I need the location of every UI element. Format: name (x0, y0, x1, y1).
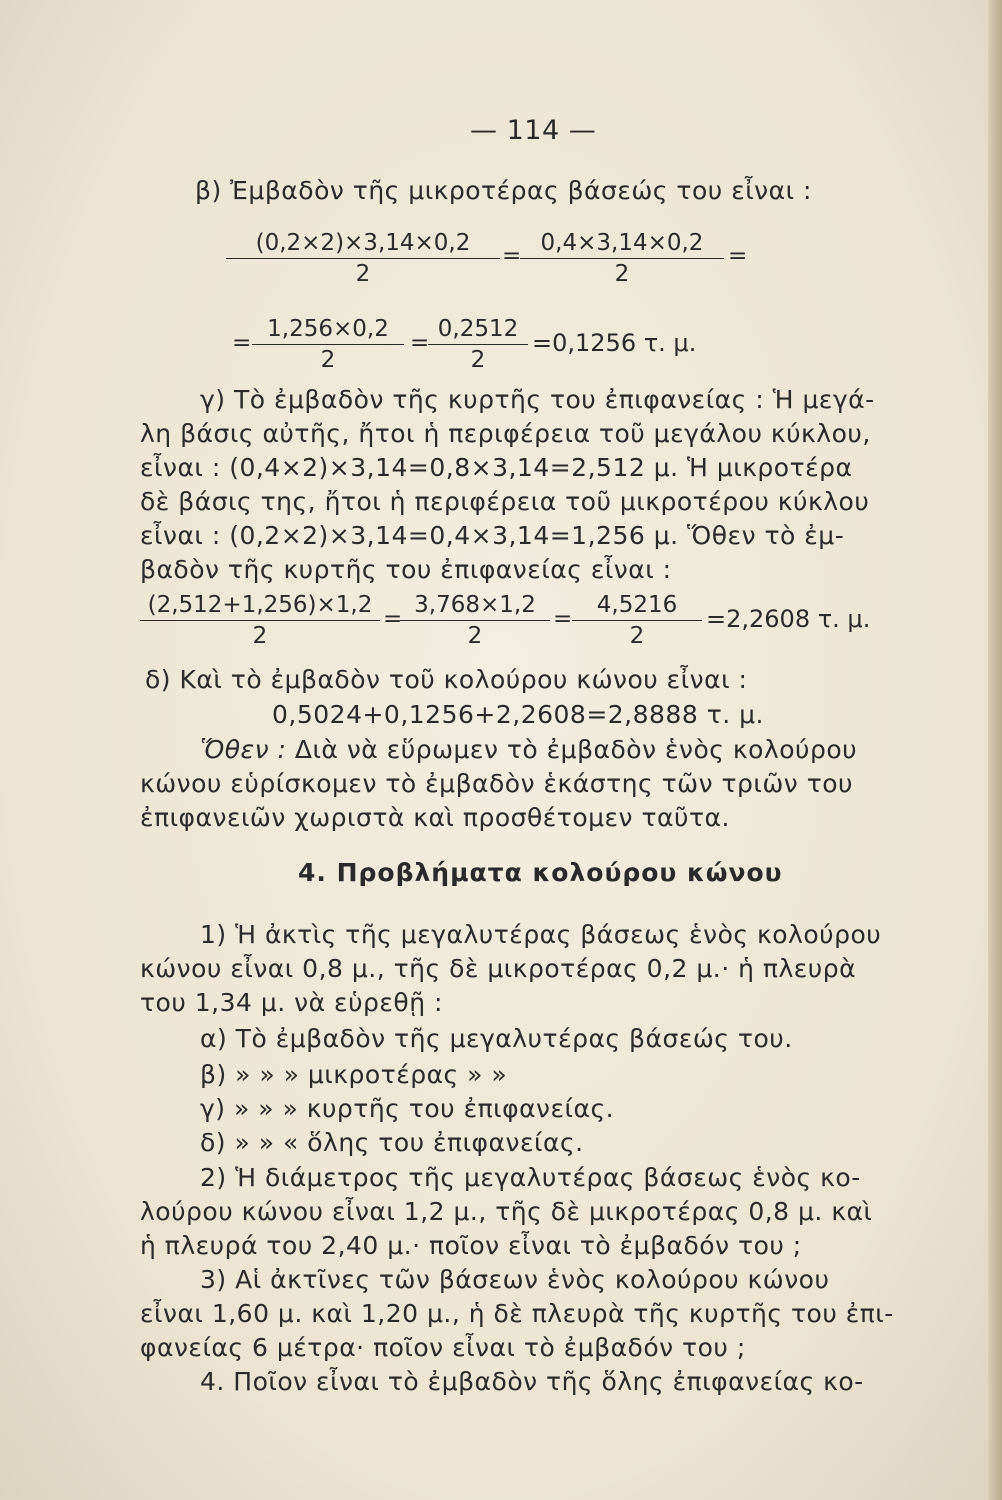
c-fraction-3 (572, 592, 702, 649)
c-fraction-3-denominator: 2 (629, 623, 645, 649)
c-line-6: βαδὸν τῆς κυρτῆς του ἐπιφανείας εἶναι : (140, 555, 672, 584)
problem-line-11: 3) Αἱ ἀκτῖνες τῶν βάσεων ἑνὸς κολούρου κώνου (200, 1265, 830, 1294)
problem-line-6: γ) » » » κυρτῆς του ἐπιφανείας. (200, 1094, 615, 1123)
problem-line-5: β) » » » μικροτέρας » » (200, 1060, 508, 1089)
problem-line-4: α) Τὸ ἐμβαδὸν τῆς μεγαλυτέρας βάσεώς του. (200, 1024, 793, 1053)
c-fraction-1-numerator: (2,512+1,256)×1,2 (140, 592, 380, 621)
c-line-4: δὲ βάσις της, ἤτοι ἡ περιφέρεια τοῦ μικροτέρου κύκλου (140, 487, 870, 516)
othen-rest: Διὰ νὰ εὕρωμεν τὸ ἐμβαδὸν ἑνὸς κολούρου (294, 735, 858, 764)
c-fraction-3-numerator: 4,5216 (572, 592, 702, 621)
d-line-1: δ) Καὶ τὸ ἐμβαδὸν τοῦ κολούρου κώνου εἶναι : (145, 665, 748, 694)
b-equals-3: = (232, 330, 252, 356)
c-fraction-1 (140, 592, 380, 649)
d-line-2: 0,5024+0,1256+2,2608=2,8888 τ. μ. (272, 700, 764, 729)
b-fraction-2-denominator: 2 (614, 261, 630, 287)
problem-line-7: δ) » » « ὅλης του ἐπιφανείας. (200, 1128, 584, 1157)
c-fraction-2 (400, 592, 550, 649)
b-fraction-4-numerator: 0,2512 (428, 316, 528, 345)
b-result: =0,1256 τ. μ. (532, 329, 697, 357)
b-fraction-1-numerator: (0,2×2)×3,14×0,2 (226, 230, 500, 259)
problem-line-8: 2) Ἡ διάμετρος τῆς μεγαλυτέρας βάσεως ἑνὸς κο- (200, 1163, 861, 1192)
problem-line-3: του 1,34 μ. νὰ εὑρεθῇ : (140, 988, 443, 1017)
b-fraction-3-denominator: 2 (320, 347, 336, 373)
othen-line-3: ἐπιφανειῶν χωριστὰ καὶ προσθέτομεν ταῦτα. (140, 803, 730, 832)
b-fraction-3 (252, 316, 404, 373)
b-fraction-1 (226, 230, 500, 287)
b-fraction-3-numerator: 1,256×0,2 (252, 316, 404, 345)
problem-line-9: λούρου κώνου εἶναι 1,2 μ., τῆς δὲ μικροτέρας 0,8 μ. καὶ (140, 1197, 873, 1226)
problem-line-1: 1) Ἡ ἀκτὶς τῆς μεγαλυτέρας βάσεως ἑνὸς κολούρου (200, 920, 882, 949)
c-fraction-1-denominator: 2 (252, 623, 268, 649)
b-fraction-1-denominator: 2 (355, 261, 371, 287)
c-fraction-2-denominator: 2 (467, 623, 483, 649)
c-line-5: εἶναι : (0,2×2)×3,14=0,4×3,14=1,256 μ. Ὅθεν τὸ ἐμ- (140, 521, 845, 550)
problem-line-2: κώνου εἶναι 0,8 μ., τῆς δὲ μικροτέρας 0,2 μ.· ἡ πλευρὰ (140, 954, 857, 983)
c-equals-2: = (553, 606, 573, 632)
problem-line-12: εἶναι 1,60 μ. καὶ 1,20 μ., ἡ δὲ πλευρὰ τῆς κυρτῆς του ἐπι- (140, 1299, 894, 1328)
othen-line-2: κώνου εὑρίσκομεν τὸ ἐμβαδὸν ἑκάστης τῶν τριῶν του (140, 769, 854, 798)
c-equals-1: = (383, 606, 403, 632)
c-line-3: εἶναι : (0,4×2)×3,14=0,8×3,14=2,512 μ. Ἡ μικροτέρα (140, 453, 853, 482)
othen-line-1 (200, 735, 857, 765)
othen-word: Ὅθεν : (200, 735, 287, 764)
section-b-line: β) Ἐμβαδὸν τῆς μικροτέρας βάσεώς του εἶναι : (195, 176, 812, 205)
section-heading: 4. Προβλήματα κολούρου κώνου (298, 858, 783, 887)
b-fraction-4 (428, 316, 528, 373)
b-equals-1: = (502, 243, 522, 269)
problem-line-10: ἡ πλευρά του 2,40 μ.· ποῖον εἶναι τὸ ἐμβαδόν του ; (140, 1231, 802, 1260)
c-result: =2,2608 τ. μ. (706, 605, 871, 633)
b-fraction-4-denominator: 2 (470, 347, 486, 373)
b-fraction-2-numerator: 0,4×3,14×0,2 (520, 230, 724, 259)
b-fraction-2 (520, 230, 724, 287)
page-edge (988, 0, 1002, 1500)
problem-line-13: φανείας 6 μέτρα· ποῖον εἶναι τὸ ἐμβαδόν του ; (140, 1333, 746, 1362)
c-line-2: λη βάσις αὐτῆς, ἤτοι ἡ περιφέρεια τοῦ μεγάλου κύκλου, (140, 419, 871, 448)
b-equals-2: = (728, 243, 748, 269)
c-fraction-2-numerator: 3,768×1,2 (400, 592, 550, 621)
problem-line-14: 4. Ποῖον εἶναι τὸ ἐμβαδὸν τῆς ὅλης ἐπιφανείας κο- (200, 1367, 864, 1396)
c-line-1: γ) Τὸ ἐμβαδὸν τῆς κυρτῆς του ἐπιφανείας : Ἡ μεγά- (200, 385, 875, 414)
b-equals-4: = (410, 330, 430, 356)
page-number: — 114 — (470, 115, 597, 146)
